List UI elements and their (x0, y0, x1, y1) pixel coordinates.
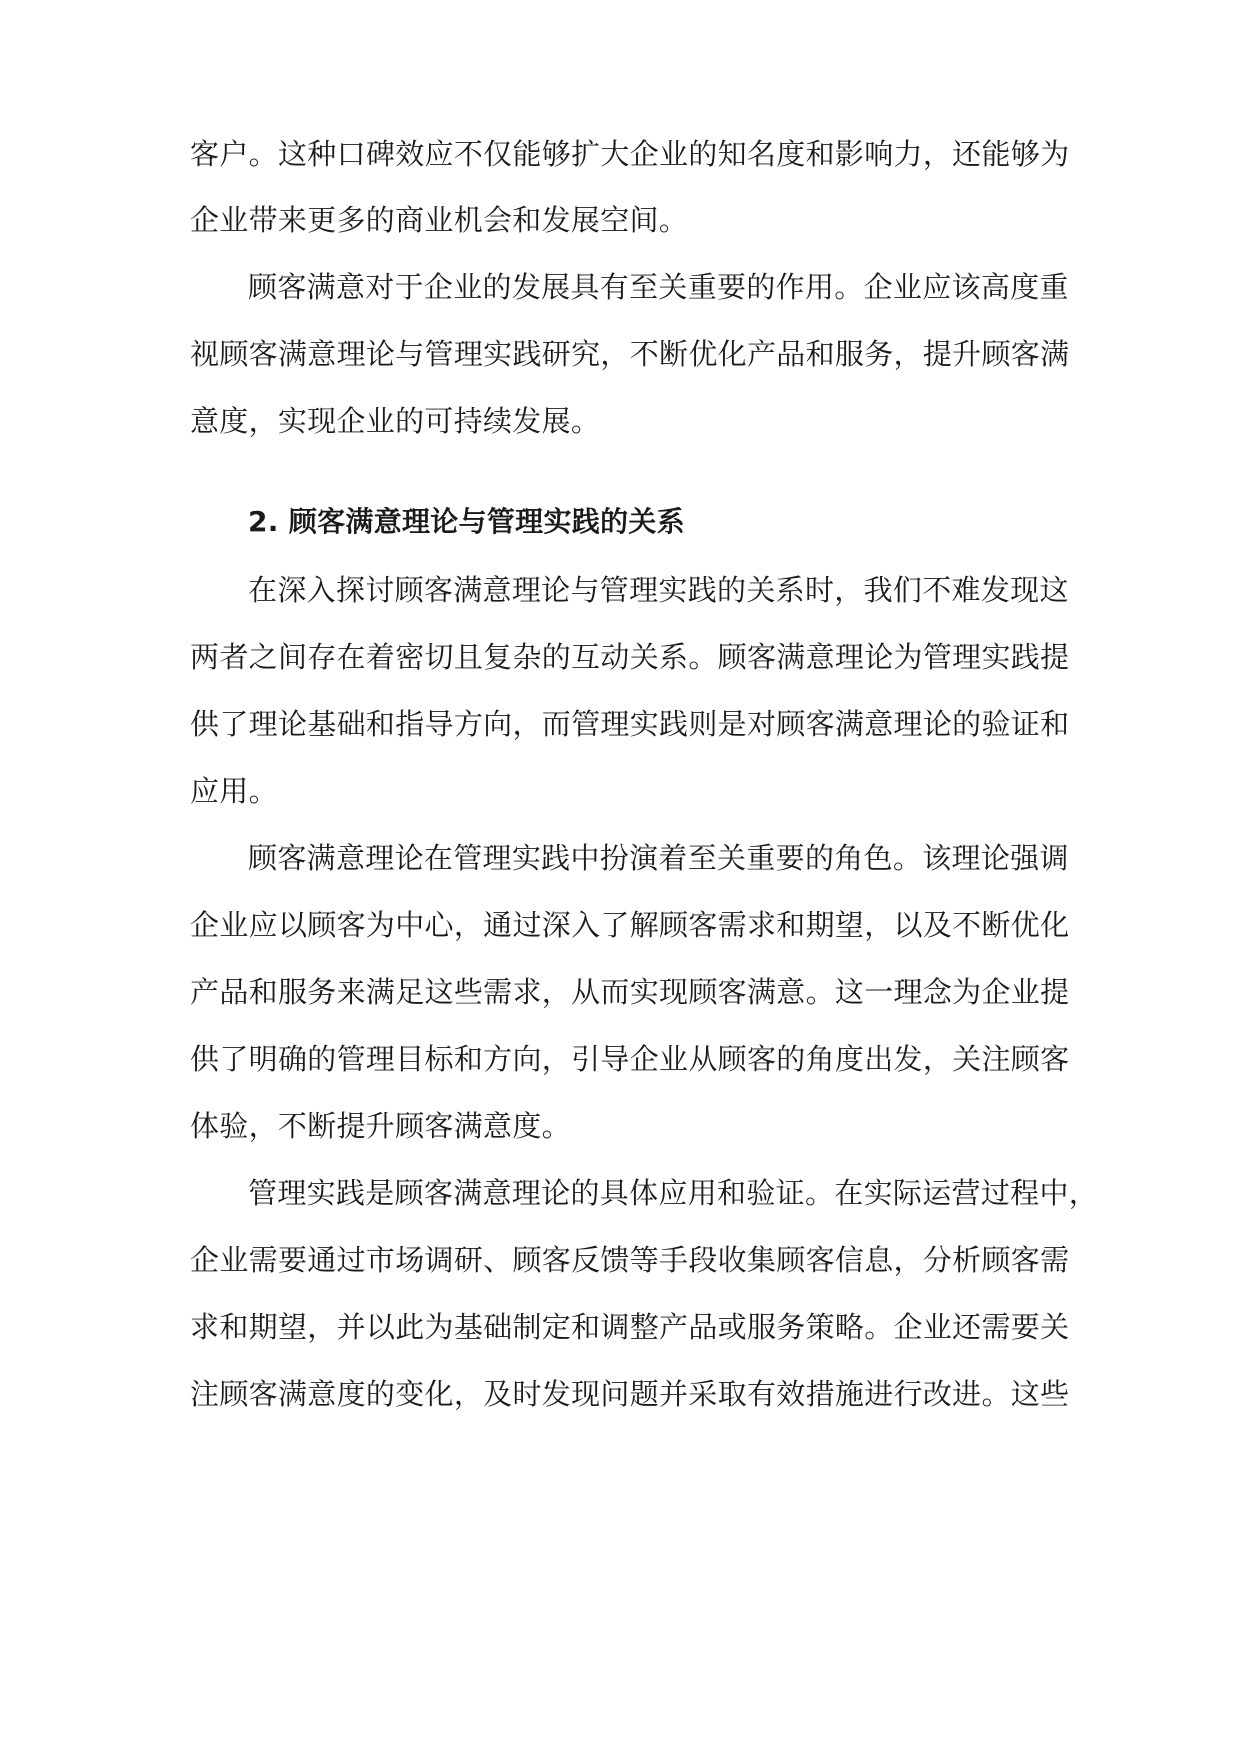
body-text-line: 应用。 (190, 774, 278, 808)
body-text-line: 客 户 。 这 种 口 碑 效 应 不 仅 能 够 扩 大 企 业 的 知 名 度 和 影 响 力 ， 还 能 够 为 (190, 137, 1070, 171)
body-text-line: 产 品 和 服 务 来 满 足 这 些 需 求 ， 从 而 实 现 顾 客 满 意 。 这 一 理 念 为 企 业 提 (190, 975, 1070, 1009)
body-text-line: 体验，不断提升顾客满意度。 (190, 1109, 571, 1143)
body-text-line: 企 业 需 要 通 过 市 场 调 研 、 顾 客 反 馈 等 手 段 收 集 顾 客 信 息 ， 分 析 顾 客 需 (190, 1243, 1070, 1277)
body-text-line: 企业带来更多的商业机会和发展空间。 (190, 203, 689, 237)
body-text-line: 供 了 明 确 的 管 理 目 标 和 方 向 ， 引 导 企 业 从 顾 客 的 角 度 出 发 ， 关 注 顾 客 (190, 1042, 1070, 1076)
body-text-line: 注 顾 客 满 意 度 的 变 化 ， 及 时 发 现 问 题 并 采 取 有 效 措 施 进 行 改 进 。 这 些 (190, 1377, 1070, 1411)
paragraph-first-line: 管 理 实 践 是 顾 客 满 意 理 论 的 具 体 应 用 和 验 证 。 在 实 际 运 营 过 程 中 ， (248, 1176, 1099, 1210)
body-text-line: 两 者 之 间 存 在 着 密 切 且 复 杂 的 互 动 关 系 。 顾 客 满 意 理 论 为 管 理 实 践 提 (190, 640, 1070, 674)
section-heading: 2. 顾客满意理论与管理实践的关系 (248, 505, 685, 538)
body-text-line: 意度，实现企业的可持续发展。 (190, 404, 601, 438)
paragraph-first-line: 在 深 入 探 讨 顾 客 满 意 理 论 与 管 理 实 践 的 关 系 时 ， 我 们 不 难 发 现 这 (248, 573, 1069, 607)
body-text-line: 供 了 理 论 基 础 和 指 导 方 向 ， 而 管 理 实 践 则 是 对 顾 客 满 意 理 论 的 验 证 和 (190, 707, 1070, 741)
body-text-line: 求 和 期 望 ， 并 以 此 为 基 础 制 定 和 调 整 产 品 或 服 务 策 略 。 企 业 还 需 要 关 (190, 1310, 1070, 1344)
paragraph-first-line: 顾 客 满 意 对 于 企 业 的 发 展 具 有 至 关 重 要 的 作 用 。 企 业 应 该 高 度 重 (248, 270, 1069, 304)
body-text-line: 视 顾 客 满 意 理 论 与 管 理 实 践 研 究 ， 不 断 优 化 产 品 和 服 务 ， 提 升 顾 客 满 (190, 337, 1070, 371)
paragraph-first-line: 顾 客 满 意 理 论 在 管 理 实 践 中 扮 演 着 至 关 重 要 的 角 色 。 该 理 论 强 调 (248, 841, 1069, 875)
body-text-line: 企 业 应 以 顾 客 为 中 心 ， 通 过 深 入 了 解 顾 客 需 求 和 期 望 ， 以 及 不 断 优 化 (190, 908, 1070, 942)
